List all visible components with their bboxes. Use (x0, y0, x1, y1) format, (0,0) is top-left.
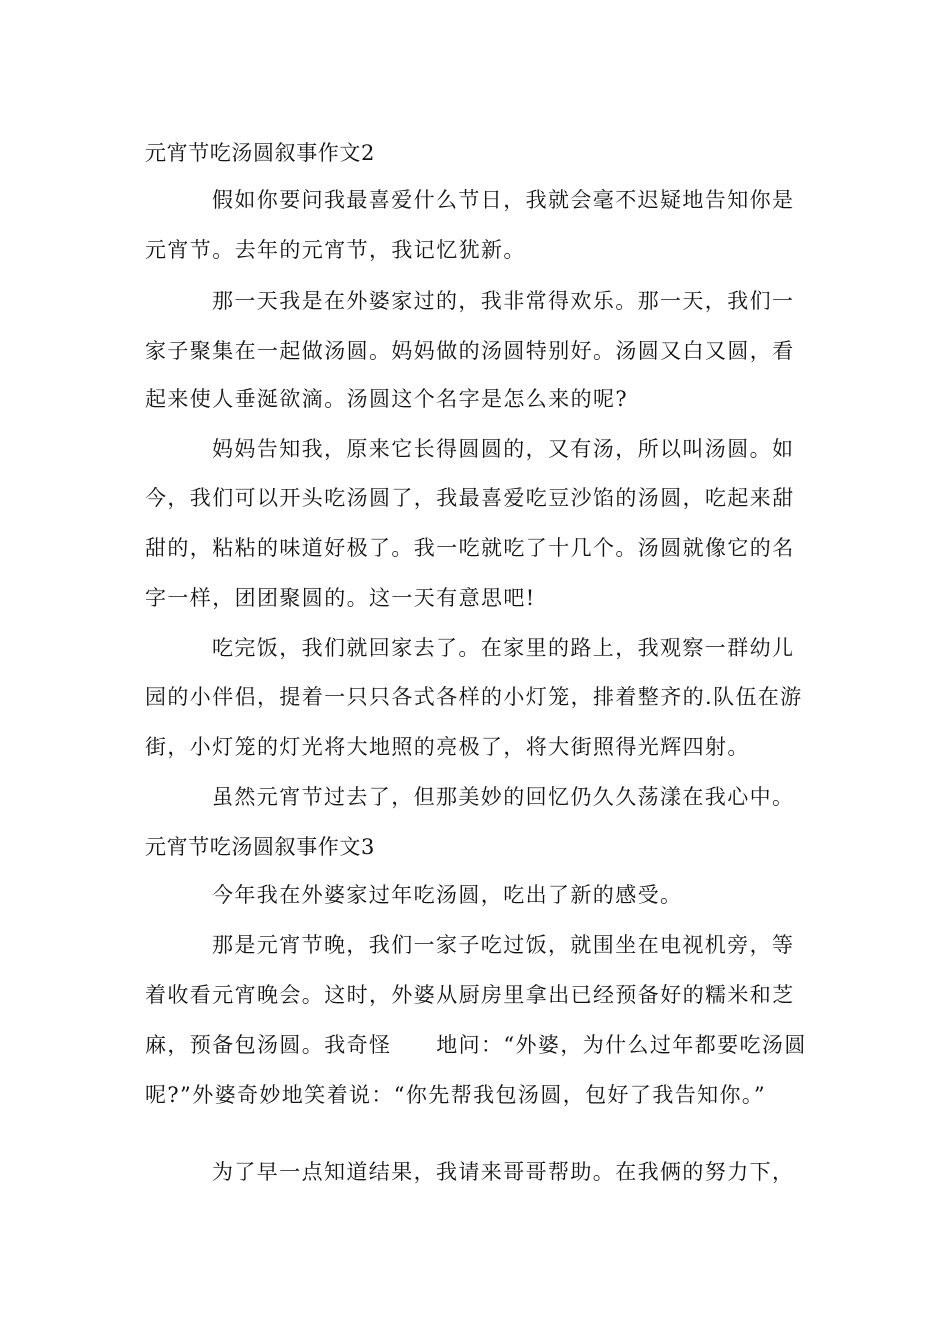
paragraph-line: 园的小伴侣，提着一只只各式各样的小灯笼，排着整齐的.队伍在游 (145, 685, 803, 709)
paragraph-line: 着收看元宵晚会。这时，外婆从厨房里拿出已经预备好的糯米和芝 (145, 983, 795, 1007)
essay-2-title: 元宵节吃汤圆叙事作文2 (145, 141, 375, 165)
paragraph-line: 起来使人垂涎欲滴。汤圆这个名字是怎么来的呢? (145, 387, 629, 411)
paragraph-line: 家子聚集在一起做汤圆。妈妈做的汤圆特别好。汤圆又白又圆，看 (145, 339, 795, 363)
paragraph-line: 为了早一点知道结果，我请来哥哥帮助。在我俩的努力下， (212, 1160, 795, 1184)
paragraph-line: 今年我在外婆家过年吃汤圆，吃出了新的感受。 (212, 883, 683, 907)
paragraph-line: 呢?”外婆奇妙地笑着说：“你先帮我包汤圆，包好了我告知你。” (145, 1083, 766, 1107)
paragraph-line: 假如你要问我最喜爱什么节日，我就会毫不迟疑地告知你是 (212, 188, 795, 212)
paragraph-line: 虽然元宵节过去了，但那美妙的回忆仍久久荡漾在我心中。 (212, 785, 795, 809)
essay-3-title: 元宵节吃汤圆叙事作文3 (145, 835, 375, 859)
paragraph-line: 妈妈告知我，原来它长得圆圆的，又有汤，所以叫汤圆。如 (212, 437, 795, 461)
paragraph-line: 甜的，粘粘的味道好极了。我一吃就吃了十几个。汤圆就像它的名 (145, 536, 795, 560)
paragraph-line: 今，我们可以开头吃汤圆了，我最喜爱吃豆沙馅的汤圆，吃起来甜 (145, 486, 795, 510)
paragraph-line: 街，小灯笼的灯光将大地照的亮极了，将大街照得光辉四射。 (145, 735, 750, 759)
paragraph-line: 那是元宵节晚，我们一家子吃过饭，就围坐在电视机旁，等 (212, 933, 795, 957)
paragraph-line: 吃完饭，我们就回家去了。在家里的路上，我观察一群幼儿 (212, 636, 795, 660)
paragraph-line: 元宵节。去年的元宵节，我记忆犹新。 (145, 238, 526, 262)
paragraph-line: 那一天我是在外婆家过的，我非常得欢乐。那一天，我们一 (212, 289, 795, 313)
paragraph-line: 麻，预备包汤圆。我奇怪 地问：“外婆，为什么过年都要吃汤圆 (145, 1033, 807, 1057)
paragraph-line: 字一样，团团聚圆的。这一天有意思吧! (145, 586, 536, 610)
